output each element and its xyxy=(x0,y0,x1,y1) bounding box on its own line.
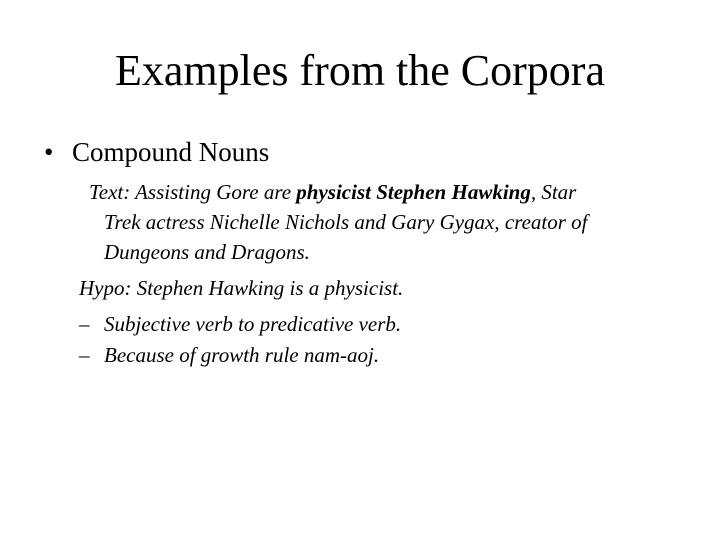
text-example-line-1 xyxy=(89,179,576,205)
slide-title: Examples from the Corpora xyxy=(115,46,605,95)
hypothesis-line: Hypo: Stephen Hawking is a physicist. xyxy=(79,276,404,300)
text-example-bold-phrase: physicist Stephen Hawking xyxy=(296,180,531,204)
text-example-suffix: , Star xyxy=(530,180,577,204)
sub-point xyxy=(79,311,401,337)
text-example-line-3: Dungeons and Dragons. xyxy=(104,240,310,264)
sub-point-label: Because of growth rule nam-aoj. xyxy=(104,343,380,367)
dash-icon: – xyxy=(79,343,90,367)
bullet-item-compound-nouns xyxy=(44,134,269,170)
sub-point-label: Subjective verb to predicative verb. xyxy=(104,312,402,336)
text-example-prefix: Text: Assisting Gore are xyxy=(89,180,297,204)
bullet-label: Compound Nouns xyxy=(72,137,270,167)
sub-point xyxy=(79,342,379,368)
bullet-icon: • xyxy=(44,137,54,167)
text-example-line-2: Trek actress Nichelle Nichols and Gary Gygax, creator of xyxy=(104,210,588,234)
dash-icon: – xyxy=(79,312,90,336)
